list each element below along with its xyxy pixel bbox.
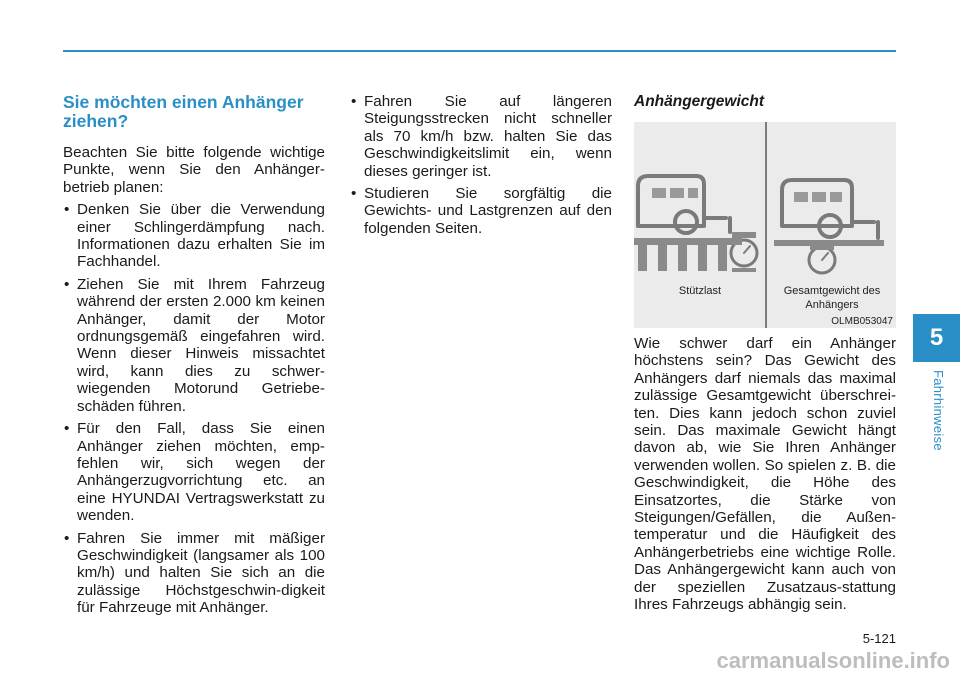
figure-code: OLMB053047 [831,316,893,327]
bullet-item: • Ziehen Sie mit Ihrem Fahrzeug während der ersten 2.000 km keinen Anhänger, damit der Motor ordnungsgemäß eingefahren wird. Wenn dieser Hinweis missachtet wird, kann dies zu schwer-wiegenden Motorund Getriebe-schäden führen. [63,276,325,415]
page-number: 5-121 [862,631,896,646]
bullet-item: • Für den Fall, dass Sie einen Anhänger ziehen möchten, emp-fehlen wir, sich wegen der Anhängerzugvorrichtung etc. an eine HYUNDAI Vertragswerkstatt zu wenden. [63,420,325,524]
bullet-item: • Studieren Sie sorgfältig die Gewichts- und Lastgrenzen auf den folgenden Seiten. [350,185,612,237]
watermark: carmanualsonline.info [716,648,950,673]
chapter-name: Fahrhinweise [931,370,946,451]
header-rule [63,50,896,52]
bullet-item: • Fahren Sie auf längeren Steigungsstrecken nicht schneller als 70 km/h bzw. halten Sie das Geschwindigkeitslimit ein, wenn dieses geringer ist. [350,93,612,180]
bullet-list [350,93,612,237]
column-left [63,93,325,622]
section-title: Sie möchten einen Anhänger ziehen? [63,92,304,131]
column-middle [350,93,612,242]
figure-label-tongue-load: Stützlast [678,285,722,297]
bullet-item: • Denken Sie über die Verwendung einer Schlingerdämpfung nach. Informationen dazu erhalten Sie im Fachhandel. [63,201,325,271]
chapter-tab: 5 [913,314,960,362]
intro-paragraph: Beachten Sie bitte folgende wichtige Punkte, wenn Sie den Anhänger-betrieb planen: [63,144,325,196]
figure-label-total-weight: Gesamtgewicht des Anhängers [783,285,881,311]
subsection-title: Anhängergewicht [634,93,765,110]
bullet-item: • Fahren Sie immer mit mäßiger Geschwindigkeit (langsamer als 100 km/h) und halten Sie sich an die zulässige Höchstgeschwin-digkeit für Fahrzeuge mit Anhänger. [63,530,325,617]
body-paragraph: Wie schwer darf ein Anhänger höchstens sein? Das Gewicht des Anhängers darf niemals das maximal zulässige Gesamtgewicht überschrei-ten. Dies kann jedoch schon zuviel sein. Das maximale Gewicht hängt davon ab, wie Sie Ihren Anhänger verwenden wollen. So spielen z. B. die Geschwindigkeit, die Höhe des Einsatzortes, die Stärke von Steigungen/Gefällen, die Außen-temperatur und die Häufigkeit des Anhängerbetriebs eine wichtige Rolle. Das Anhängergewicht kann auch von der speziellen Zusatzaus-stattung Ihres Fahrzeugs abhängig sein. [634,335,896,614]
column-right [634,93,896,619]
trailer-weight-figure [634,122,896,328]
bullet-list [63,201,325,616]
